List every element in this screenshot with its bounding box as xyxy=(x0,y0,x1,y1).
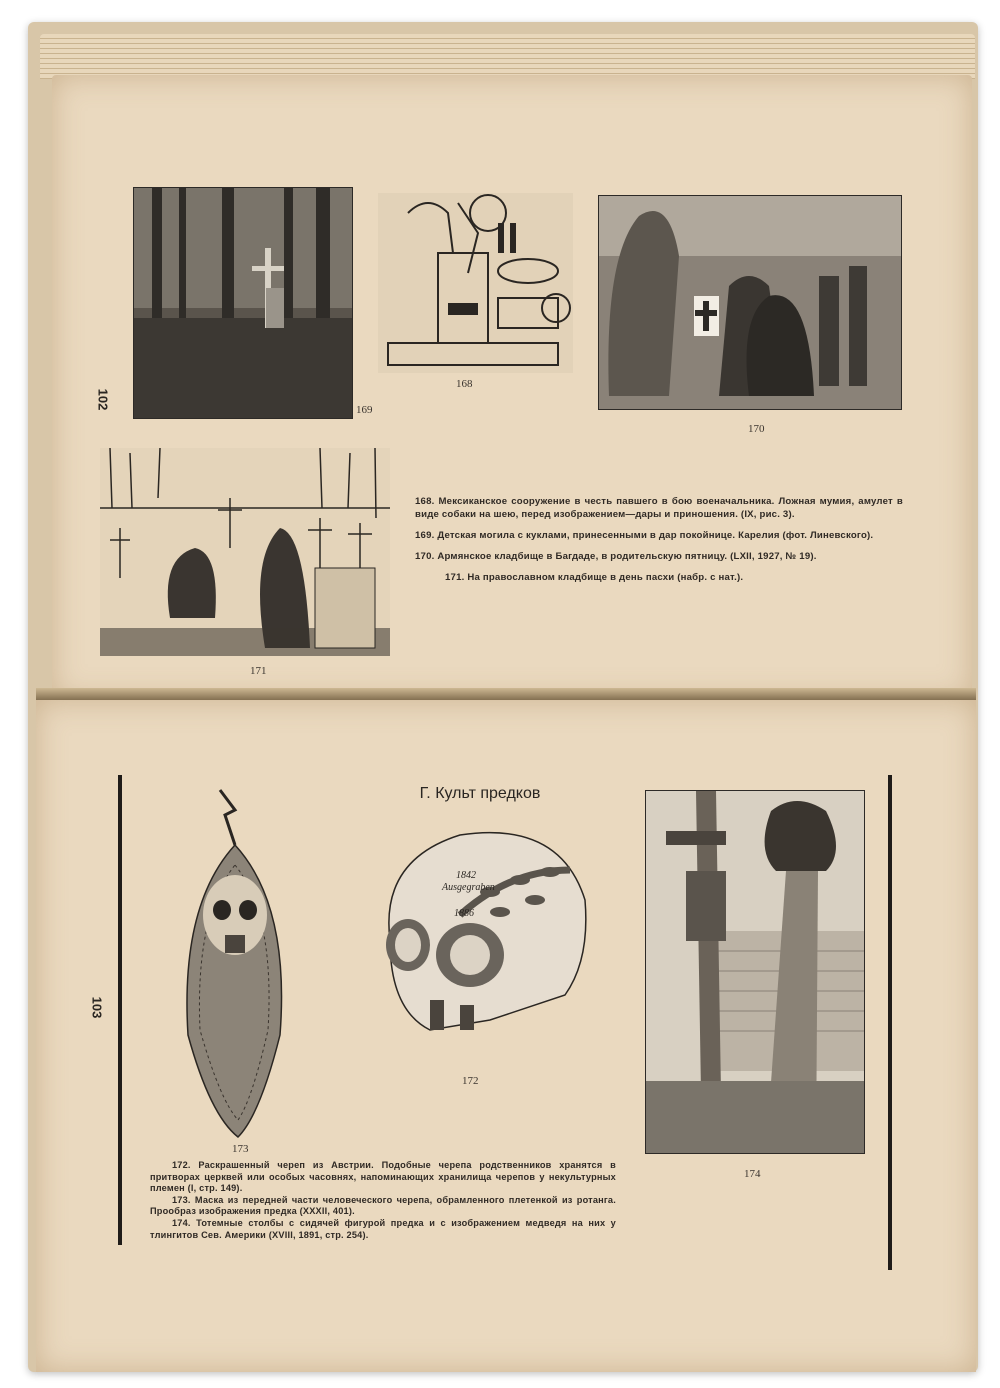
bottom-captions xyxy=(150,1160,616,1241)
bottom-page-number: 103 xyxy=(89,996,105,1019)
caption-171: 171. На православном кладбище в день пасхи (набр. с нат.). xyxy=(445,572,744,583)
figure-174-label: 174 xyxy=(744,1168,761,1180)
left-border-rule xyxy=(118,775,122,1245)
figure-172-drawing xyxy=(370,820,590,1035)
section-title: Г. Культ предков xyxy=(419,785,541,802)
figure-170-photo xyxy=(598,195,902,410)
caption-174: 174. Тотемные столбы с сидячей фигурой предка и с изображением медведя на них у тлингитов Сев. Америки (XVIII, 1891, стр. 254). xyxy=(150,1217,616,1240)
skull-inscription-word: Ausgegraben xyxy=(442,882,495,893)
figure-169-label: 169 xyxy=(356,404,373,416)
figure-174-photo xyxy=(645,790,865,1154)
figure-173-drawing xyxy=(180,785,290,1140)
caption-172: 172. Раскрашенный череп из Австрии. Подобные черепа родственников хранятся в притворах церквей или особых часовнях, напоминающих хранилища черепов у некультурных племен (I, стр. 149). xyxy=(150,1160,616,1194)
figure-172-label: 172 xyxy=(462,1075,479,1087)
figure-173-label: 173 xyxy=(232,1143,249,1155)
figure-171-label: 171 xyxy=(250,665,267,677)
figure-168-label: 168 xyxy=(456,378,473,390)
top-captions xyxy=(415,495,903,592)
skull-inscription-year-1: 1842 xyxy=(456,870,476,881)
right-border-rule xyxy=(888,775,892,1270)
figure-170-label: 170 xyxy=(748,423,765,435)
caption-173: 173. Маска из передней части человеческого черепа, обрамленного плетенкой из ротанга. Прообраз изображения предка (XXXII, 401). xyxy=(150,1194,616,1217)
caption-170: 170. Армянское кладбище в Багдаде, в родительскую пятницу. (LXII, 1927, № 19). xyxy=(415,551,817,562)
figure-171-drawing xyxy=(100,448,390,656)
figure-169-photo xyxy=(133,187,353,419)
caption-168: 168. Мексиканское сооружение в честь павшего в бою военачальника. Ложная мумия, амулет в виде собаки на шею, перед изображением—дары и приношения. (IX, рис. 3). xyxy=(415,496,903,520)
figure-168-drawing xyxy=(378,193,573,373)
top-page-number: 102 xyxy=(95,388,111,411)
skull-inscription-year-2: 1886 xyxy=(454,908,474,919)
caption-169: 169. Детская могила с куклами, принесенными в дар покойнице. Карелия (фот. Линевского). xyxy=(415,530,874,541)
page-edges xyxy=(40,34,975,79)
